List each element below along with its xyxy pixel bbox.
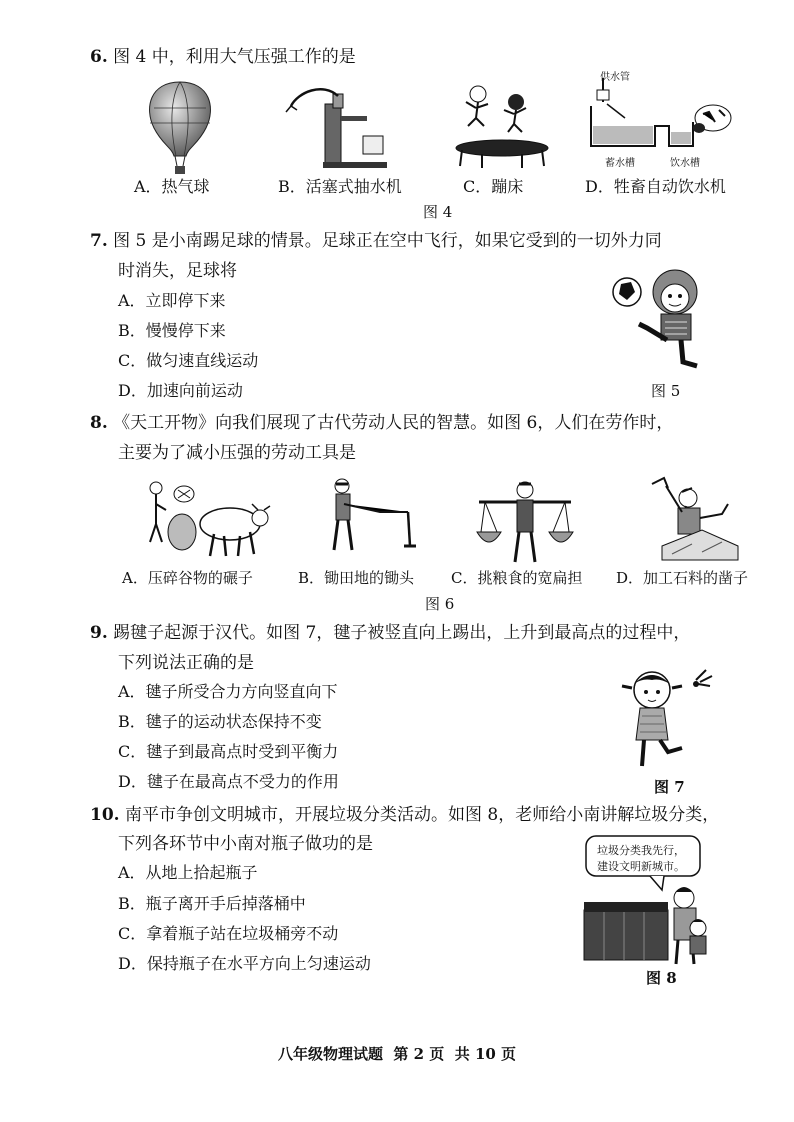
q9-text-line2: 下列说法正确的是 [118, 653, 254, 673]
q7-stem [90, 226, 662, 256]
q8-text-line2: 主要为了减小压强的劳动工具是 [118, 443, 356, 463]
fig5-label: 图 5 [651, 382, 681, 400]
drinking-trough-label: 饮水槽 [670, 158, 700, 169]
q7-option-a: A．立即停下来 [118, 291, 226, 310]
q9-option-b: B．毽子的运动状态保持不变 [118, 712, 322, 731]
q9-option-c: C．毽子到最高点时受到平衡力 [118, 742, 339, 761]
storage-trough-label: 蓄水槽 [605, 158, 635, 169]
q9-option-d: D．毽子在最高点不受力的作用 [118, 772, 339, 791]
q6-option-c: C．蹦床 [463, 177, 524, 196]
q6-option-b: B．活塞式抽水机 [278, 177, 402, 196]
q9-text-line1: 踢毽子起源于汉代。如图 7，毽子被竖直向上踢出，上升到最高点的过程中， [113, 623, 691, 643]
q10-option-b: B．瓶子离开手后掉落桶中 [118, 894, 306, 913]
chisel-image [642, 474, 742, 564]
q6-number: 6. [90, 47, 108, 67]
supply-pipe-label: 供水管 [600, 72, 630, 83]
speech-bubble-line1: 垃圾分类我先行， [597, 844, 685, 857]
q8-option-d: D．加工石料的凿子 [616, 569, 749, 587]
q10-stem [90, 800, 719, 830]
q10-option-c: C．拿着瓶子站在垃圾桶旁不动 [118, 924, 339, 943]
boy-kicking-football-image [607, 262, 717, 374]
q7-number: 7. [90, 231, 108, 251]
trampoline-image [452, 80, 552, 172]
grain-roller-image [142, 476, 272, 566]
q6-option-d: D．牲畜自动饮水机 [585, 177, 726, 196]
carrying-pole-image [475, 478, 575, 566]
q10-option-a: A．从地上拾起瓶子 [118, 863, 258, 882]
q10-text-line1: 南平市争创文明城市，开展垃圾分类活动。如图 8，老师给小南讲解垃圾分类， [124, 805, 720, 825]
q9-option-a: A．毽子所受合力方向竖直向下 [118, 682, 338, 701]
q9-stem [90, 618, 690, 648]
hoe-image [322, 476, 422, 566]
fig6-label: 图 6 [425, 595, 455, 613]
q10-number: 10. [90, 805, 120, 825]
q10-text-line2: 下列各环节中小南对瓶子做功的是 [118, 834, 373, 854]
hot-air-balloon-image [140, 78, 220, 178]
q8-option-a: A．压碎谷物的碾子 [122, 569, 253, 587]
q7-option-b: B．慢慢停下来 [118, 321, 226, 340]
q7-text-line2: 时消失，足球将 [118, 261, 237, 281]
piston-pump-image [283, 82, 393, 172]
q7-option-c: C．做匀速直线运动 [118, 351, 259, 370]
q10-option-d: D．保持瓶子在水平方向上匀速运动 [118, 954, 371, 973]
q8-number: 8. [90, 413, 108, 433]
q8-option-c: C．挑粮食的宽扁担 [451, 569, 583, 587]
q8-option-b: B．锄田地的锄头 [298, 569, 415, 587]
page-footer: 八年级物理试题 第 2 页 共 10 页 [277, 1045, 517, 1063]
q6-option-a: A．热气球 [134, 177, 210, 196]
q9-number: 9. [90, 623, 108, 643]
q6-stem [90, 42, 356, 72]
fig4-label: 图 4 [423, 203, 453, 221]
q8-text-line1: 《天工开物》向我们展现了古代劳动人民的智慧。如图 6，人们在劳作时， [113, 413, 674, 433]
speech-bubble-line2: 建设文明新城市。 [597, 860, 685, 873]
fig7-label: 图 7 [654, 778, 685, 796]
q6-text: 图 4 中，利用大气压强工作的是 [113, 47, 356, 67]
q7-option-d: D．加速向前运动 [118, 381, 243, 400]
fig8-label: 图 8 [646, 969, 677, 987]
q8-stem [90, 408, 673, 438]
q7-text-line1: 图 5 是小南踢足球的情景。足球正在空中飞行，如果它受到的一切外力同 [113, 231, 662, 251]
girl-kicking-shuttlecock-image [610, 666, 720, 774]
